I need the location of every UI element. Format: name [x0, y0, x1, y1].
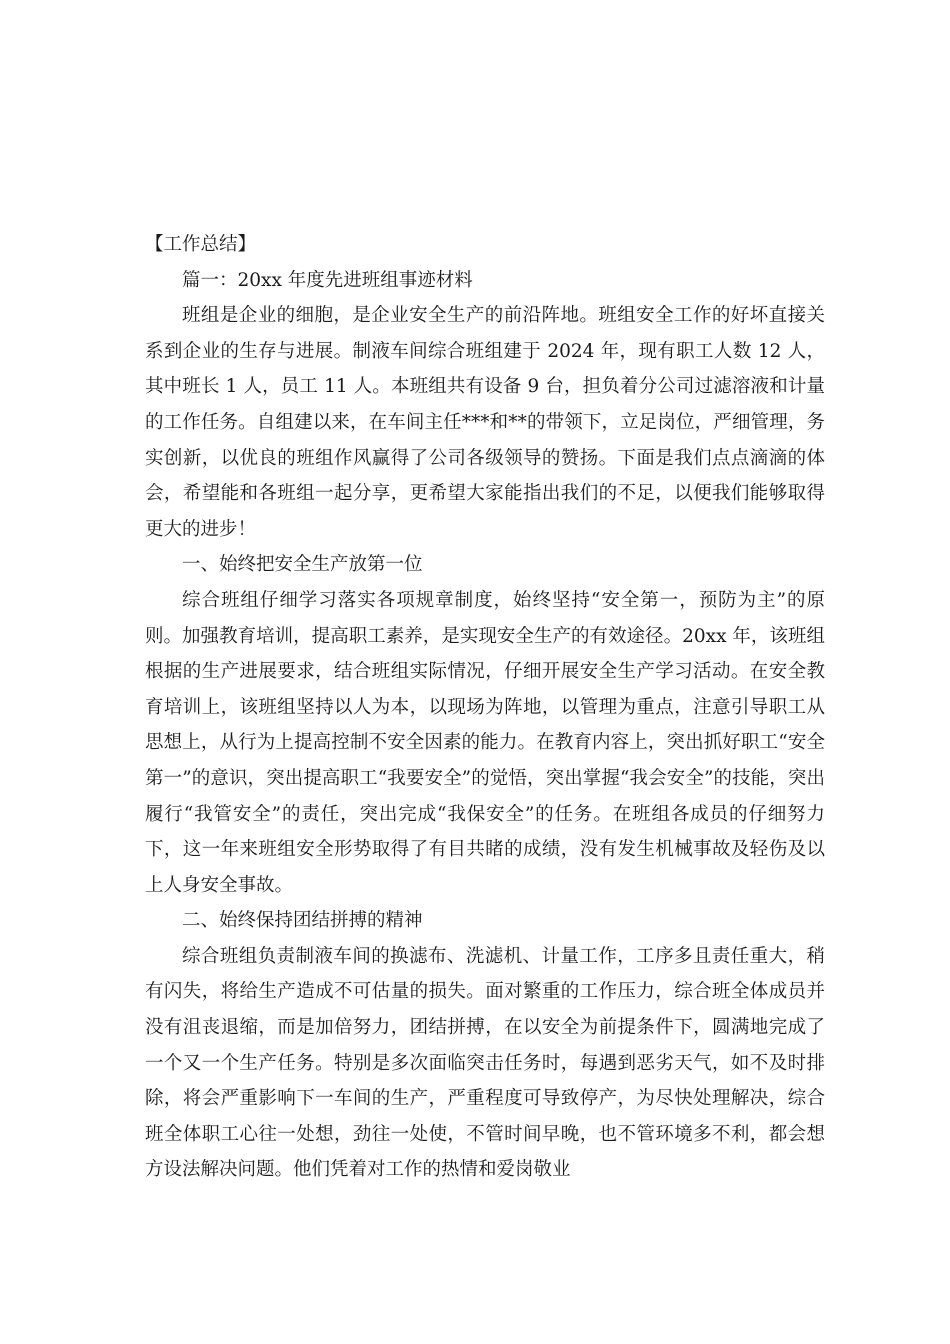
- section-heading-2: 二、始终保持团结拼搏的精神: [182, 910, 423, 932]
- document-body: [145, 227, 825, 1188]
- article-title: 篇一：20xx 年度先进班组事迹材料: [182, 269, 473, 291]
- paragraph-teamwork: 综合班组负责制液车间的换滤布、洗滤机、计量工作，工序多且责任重大，稍有闪失，将给生产造成不可估量的损失。面对繁重的工作压力，综合班全体成员并没有沮丧退缩，而是加倍努力，团结拼搏，在以安全为前提条件下，圆满地完成了一个又一个生产任务。特别是多次面临突击任务时，每遇到恶劣天气，如不及时排除，将会严重影响下一车间的生产，严重程度可导致停产，为尽快处理解决，综合班全体职工心往一处想，劲往一处使，不管时间早晚，也不管环境多不利，都会想方设法解决问题。他们凭着对工作的热情和爱岗敬业: [145, 945, 825, 1181]
- paragraph-safety: 综合班组仔细学习落实各项规章制度，始终坚持“安全第一，预防为主”的原则。加强教育培训，提高职工素养，是实现安全生产的有效途径。20xx 年，该班组根据的生产进展要求，结合班组实际情况，仔细开展安全生产学习活动。在安全教育培训上，该班组坚持以人为本，以现场为阵地，以管理为重点，注意引导职工从思想上，从行为上提高控制不安全因素的能力。在教育内容上，突出抓好职工“安全第一”的意识，突出提高职工“我要安全”的觉悟，突出掌握“我会安全”的技能，突出履行“我管安全”的责任，突出完成“我保安全”的任务。在班组各成员的仔细努力下，这一年来班组安全形势取得了有目共睹的成绩，没有发生机械事故及轻伤及以上人身安全事故。: [145, 589, 825, 896]
- section-heading-1: 一、始终把安全生产放第一位: [182, 554, 423, 576]
- document-heading: 【工作总结】: [145, 234, 257, 255]
- paragraph-intro: 班组是企业的细胞，是企业安全生产的前沿阵地。班组安全工作的好坏直接关系到企业的生存与进展。制液车间综合班组建于 2024 年，现有职工人数 12 人，其中班长 1 人，员工 11 人。本班组共有设备 9 台，担负着分公司过滤溶液和计量的工作任务。自组建以来，在车间主任***和**的带领下，立足岗位，严细管理，务实创新，以优良的班组作风赢得了公司各级领导的赞扬。下面是我们点点滴滴的体会，希望能和各班组一起分享，更希望大家能指出我们的不足，以便我们能够取得更大的进步！: [145, 305, 825, 540]
